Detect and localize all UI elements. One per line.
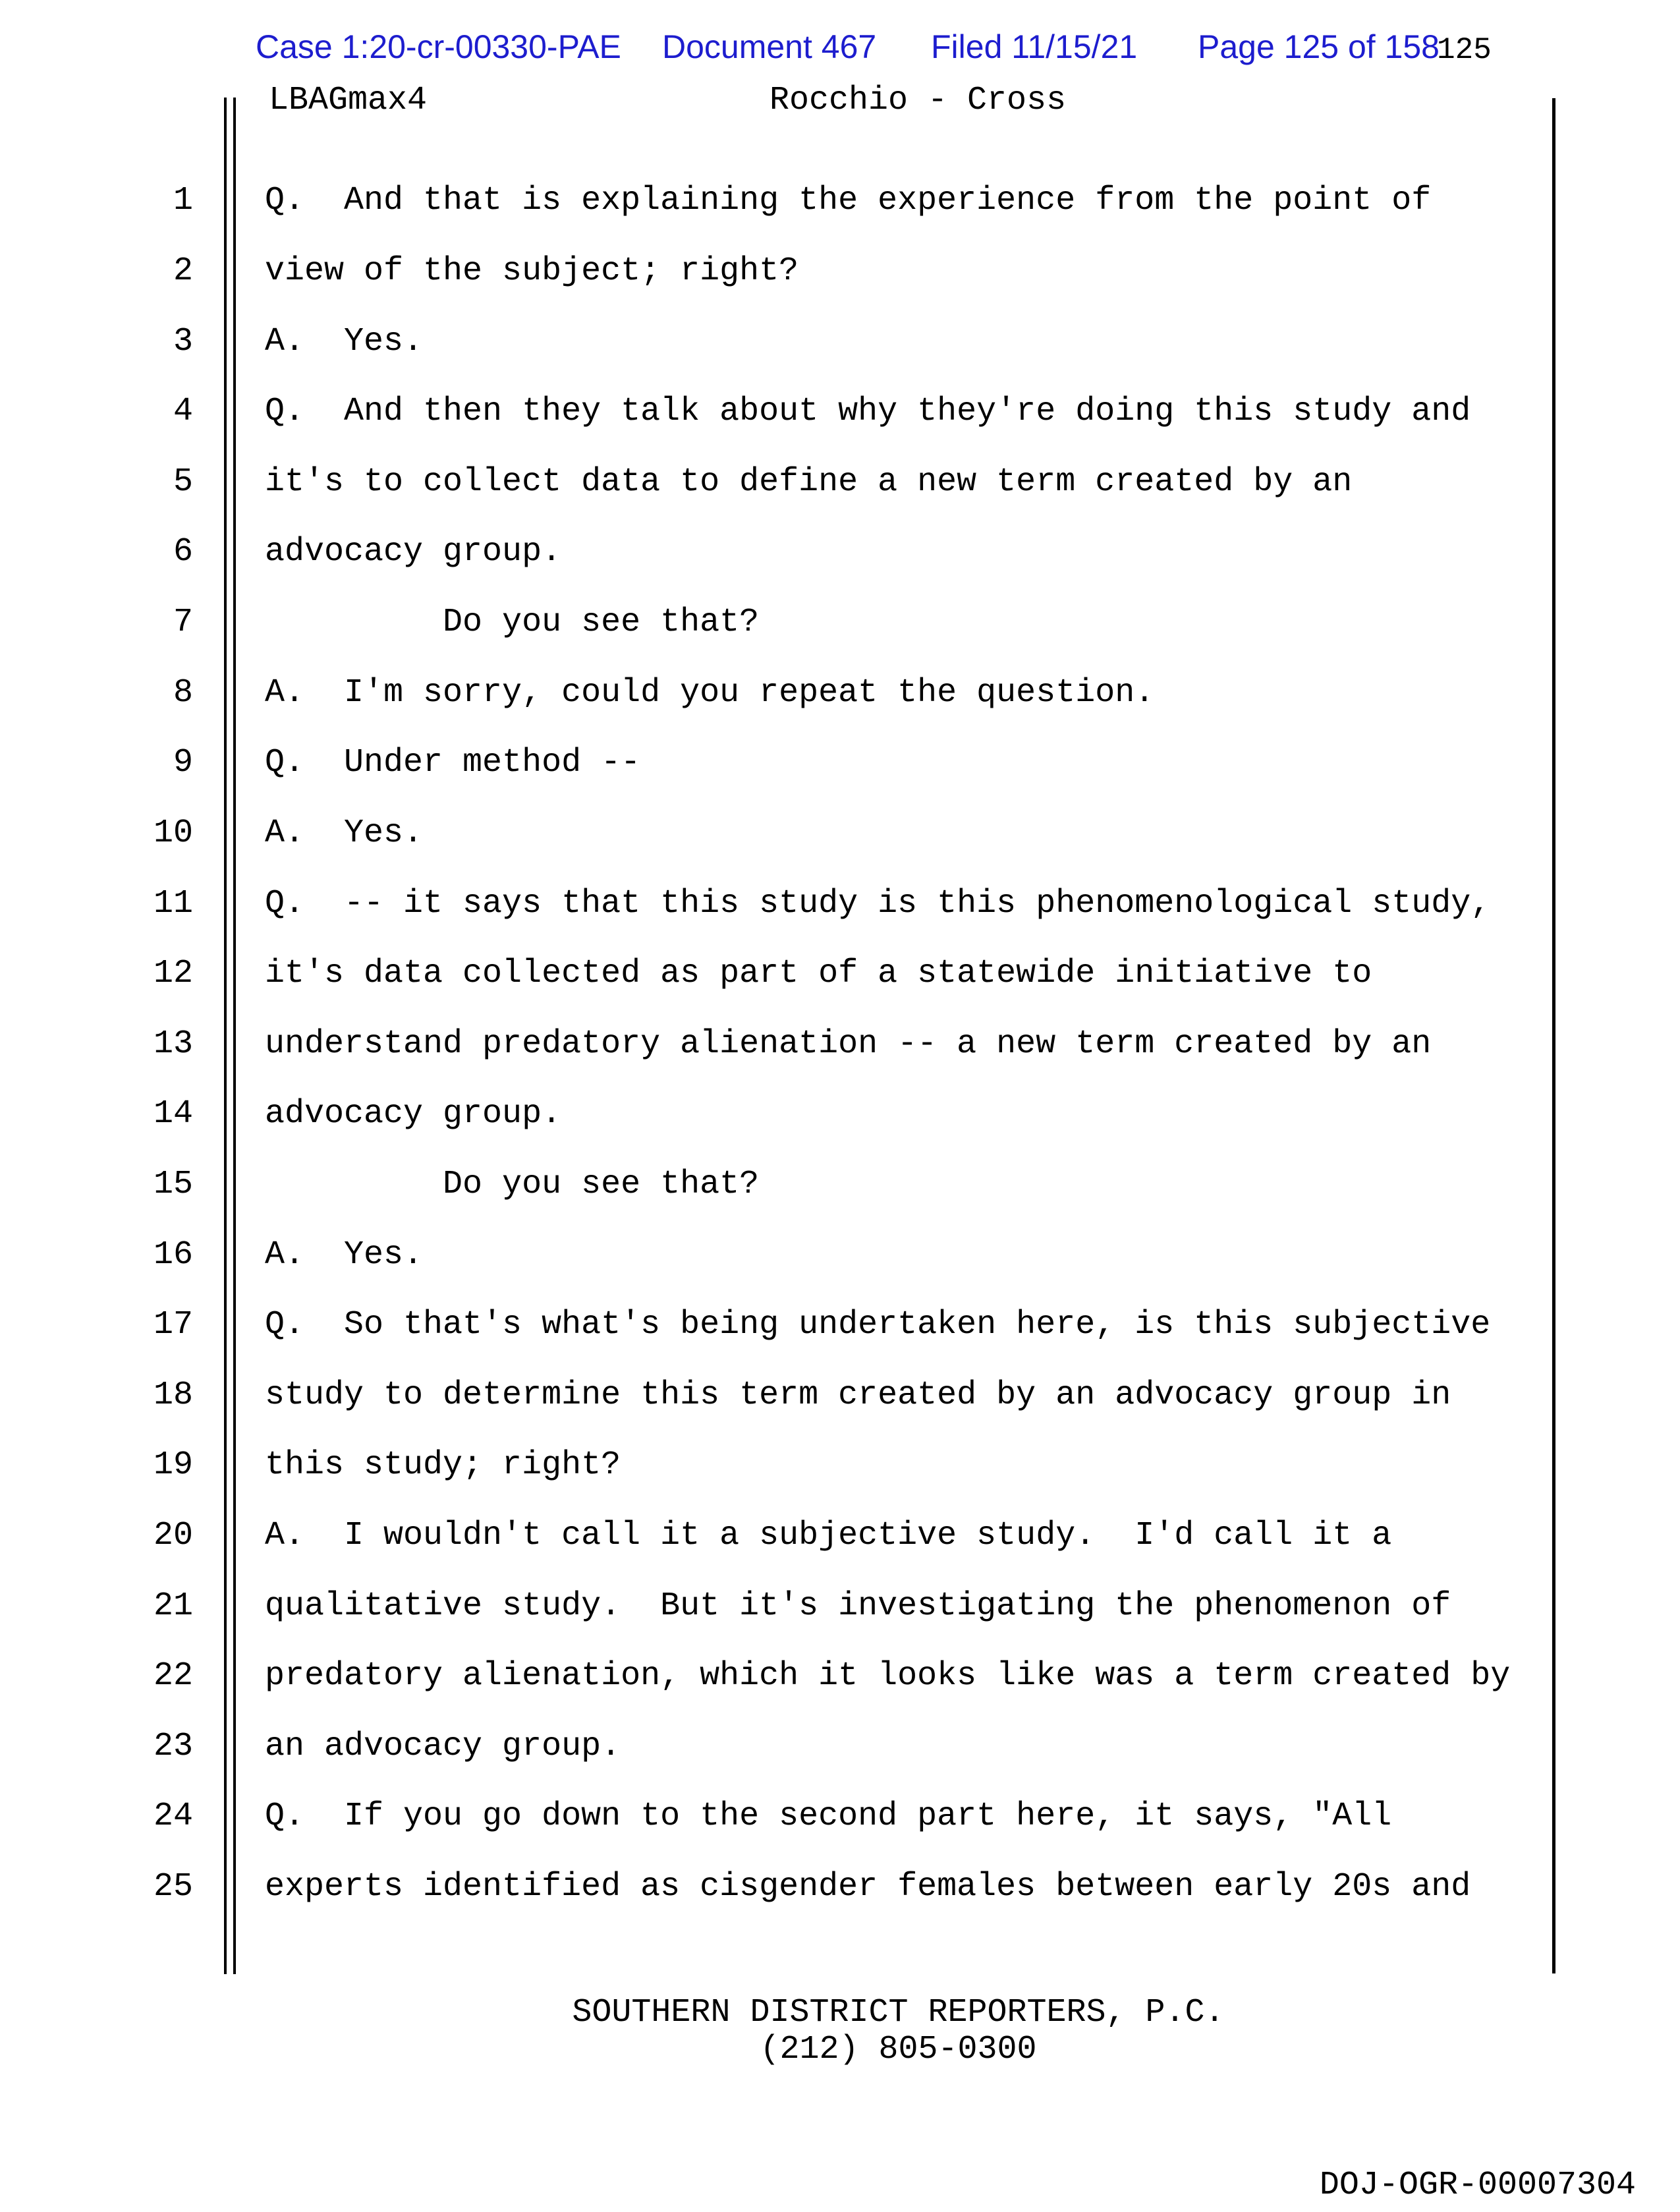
transcript-line (0, 1730, 1680, 1770)
line-text: this study; right? (265, 1446, 621, 1484)
line-number: 2 (173, 252, 193, 290)
line-text: A. Yes. (265, 1236, 424, 1274)
transcript-line (0, 1095, 1680, 1137)
transcript-line (0, 533, 1680, 575)
line-number: 19 (153, 1446, 193, 1484)
line-text: advocacy group. (265, 533, 562, 571)
transcript-line (0, 184, 1680, 224)
transcript-line (0, 1025, 1680, 1067)
line-text: qualitative study. But it's investigating the phenomenon of (265, 1587, 1451, 1625)
line-text: an advocacy group. (265, 1728, 621, 1765)
bates-number: DOJ-OGR-00007304 (1319, 2167, 1636, 2204)
line-text: it's data collected as part of a statewide initiative to (265, 955, 1372, 992)
reporter-phone: (212) 805-0300 (760, 2031, 1037, 2068)
line-number: 7 (173, 604, 193, 641)
line-text: predatory alienation, which it looks like was a term created by (265, 1657, 1511, 1695)
line-text: Do you see that? (265, 1166, 760, 1203)
line-number: 13 (153, 1025, 193, 1063)
line-number: 17 (153, 1306, 193, 1344)
line-number: 4 (173, 393, 193, 430)
session-id: LBAGmax4 (269, 82, 428, 119)
page-number: 125 (1437, 33, 1492, 67)
transcript-line (0, 1376, 1680, 1419)
transcript-line (0, 1657, 1680, 1699)
transcript-line (0, 323, 1680, 365)
line-number: 5 (173, 463, 193, 501)
reporter-name: SOUTHERN DISTRICT REPORTERS, P.C. (572, 1994, 1225, 2031)
line-number: 24 (153, 1798, 193, 1835)
line-number: 10 (153, 814, 193, 852)
line-text: Q. And that is explaining the experience from the point of (265, 182, 1432, 219)
line-number: 1 (173, 182, 193, 219)
line-number: 3 (173, 323, 193, 360)
transcript-line (0, 674, 1680, 716)
line-number: 18 (153, 1376, 193, 1414)
transcript-line (0, 395, 1680, 435)
line-number: 15 (153, 1166, 193, 1203)
stamp-page-label: Page 125 of 158 (1198, 28, 1440, 65)
line-text: Q. -- it says that this study is this phenomenological study, (265, 885, 1491, 922)
line-text: A. Yes. (265, 814, 424, 852)
transcript-line (0, 606, 1680, 646)
line-text: Q. So that's what's being undertaken here, is this subjective (265, 1306, 1491, 1344)
line-number: 25 (153, 1868, 193, 1906)
line-text: A. I wouldn't call it a subjective study. I'd call it a (265, 1517, 1392, 1554)
stamp-document-label: Document 467 (662, 28, 877, 65)
line-text: A. I'm sorry, could you repeat the question. (265, 674, 1155, 712)
line-number: 12 (153, 955, 193, 992)
transcript-line (0, 814, 1680, 857)
line-text: view of the subject; right? (265, 252, 799, 290)
transcript-line (0, 885, 1680, 927)
transcript-line (0, 252, 1680, 295)
line-text: Q. And then they talk about why they're doing this study and (265, 393, 1471, 430)
line-number: 16 (153, 1236, 193, 1274)
transcript-line (0, 1868, 1680, 1910)
transcript-line (0, 1446, 1680, 1489)
transcript-line (0, 463, 1680, 505)
line-number: 6 (173, 533, 193, 571)
transcript-line (0, 1236, 1680, 1278)
transcript-line (0, 744, 1680, 786)
line-text: Do you see that? (265, 604, 760, 641)
transcript-line (0, 1800, 1680, 1840)
line-text: study to determine this term created by an advocacy group in (265, 1376, 1451, 1414)
line-number: 11 (153, 885, 193, 922)
line-text: Q. Under method -- (265, 744, 641, 781)
line-number: 23 (153, 1728, 193, 1765)
line-number: 21 (153, 1587, 193, 1625)
line-text: advocacy group. (265, 1095, 562, 1133)
line-text: Q. If you go down to the second part here, it says, "All (265, 1798, 1392, 1835)
line-text: A. Yes. (265, 323, 424, 360)
witness-title: Rocchio - Cross (770, 82, 1067, 119)
transcript-line (0, 1587, 1680, 1630)
stamp-filed-label: Filed 11/15/21 (931, 28, 1138, 65)
line-text: understand predatory alienation -- a new term created by an (265, 1025, 1432, 1063)
transcript-line (0, 1306, 1680, 1348)
line-number: 22 (153, 1657, 193, 1695)
stamp-case-label: Case 1:20-cr-00330-PAE (256, 28, 621, 65)
line-number: 20 (153, 1517, 193, 1554)
line-number: 8 (173, 674, 193, 712)
line-number: 14 (153, 1095, 193, 1133)
transcript-line (0, 1168, 1680, 1208)
transcript-line (0, 957, 1680, 997)
transcript-line (0, 1519, 1680, 1559)
line-number: 9 (173, 744, 193, 781)
line-text: experts identified as cisgender females between early 20s and (265, 1868, 1471, 1906)
line-text: it's to collect data to define a new term created by an (265, 463, 1353, 501)
